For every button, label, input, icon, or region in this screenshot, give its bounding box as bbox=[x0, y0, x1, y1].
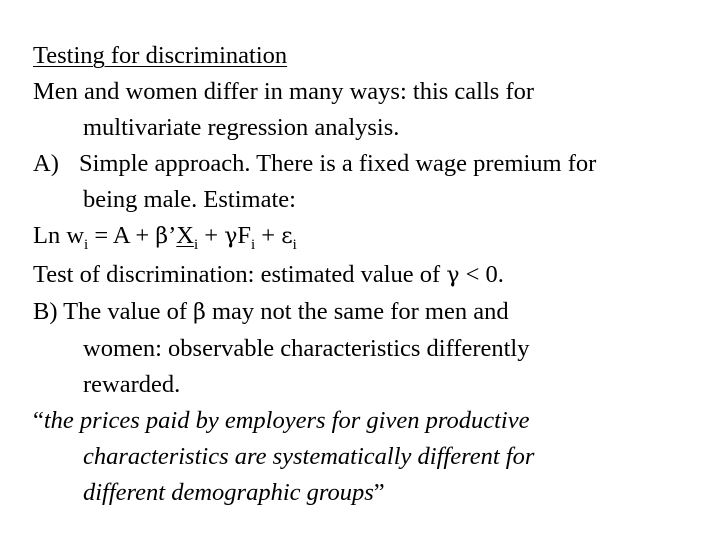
eq-sub-i-1: i bbox=[84, 237, 89, 253]
slide-title: Testing for discrimination bbox=[33, 42, 288, 69]
test-text: Test of discrimination: estimated value of bbox=[33, 261, 447, 288]
eq-sub-i-2: i bbox=[193, 237, 199, 253]
eq-prime: ’ bbox=[168, 222, 177, 249]
quote-text-1: the prices paid by employers for given productive bbox=[43, 407, 530, 434]
point-b-beta: β bbox=[193, 300, 206, 325]
intro-line-2: multivariate regression analysis. bbox=[83, 114, 400, 141]
quote-line-2: characteristics are systematically different for bbox=[83, 443, 535, 470]
eq-epsilon: ε bbox=[281, 224, 293, 249]
eq-beta: β bbox=[155, 224, 169, 249]
test-line bbox=[33, 257, 703, 294]
point-a-line-2: being male. Estimate: bbox=[83, 186, 296, 213]
point-b-line-3: rewarded. bbox=[83, 371, 181, 398]
quote-text-3: different demographic groups bbox=[83, 479, 374, 506]
test-tail: < 0. bbox=[459, 261, 504, 288]
eq-f: F bbox=[237, 222, 251, 249]
point-a-label: A) bbox=[33, 150, 59, 177]
quote-line-3 bbox=[33, 475, 703, 511]
slide-body bbox=[33, 38, 703, 511]
eq-sub-i-3: i bbox=[250, 237, 256, 253]
eq-ln-w: Ln w bbox=[33, 222, 85, 249]
eq-plus-2: + bbox=[255, 222, 282, 249]
regression-equation bbox=[33, 218, 703, 257]
point-a-line-1 bbox=[33, 146, 703, 182]
eq-equals-a: = A + bbox=[88, 222, 156, 249]
point-a-text-1: Simple approach. There is a fixed wage premium for bbox=[79, 150, 597, 177]
eq-plus-1: + bbox=[198, 222, 225, 249]
eq-x: X bbox=[176, 222, 194, 249]
intro-line-1: Men and women differ in many ways: this calls for bbox=[33, 78, 535, 105]
eq-sub-i-4: i bbox=[292, 237, 297, 253]
point-b-line-1 bbox=[33, 294, 703, 331]
test-gamma: γ bbox=[446, 263, 460, 288]
eq-gamma: γ bbox=[224, 224, 238, 249]
point-b-line-2: women: observable characteristics differently bbox=[83, 335, 530, 362]
point-b-text-pre: B) The value of bbox=[33, 298, 194, 325]
quote-line-1 bbox=[33, 403, 703, 439]
point-b-text-post: may not the same for men and bbox=[205, 298, 509, 325]
quote-open-mark: “ bbox=[33, 407, 44, 434]
quote-close-mark: ” bbox=[373, 479, 385, 506]
